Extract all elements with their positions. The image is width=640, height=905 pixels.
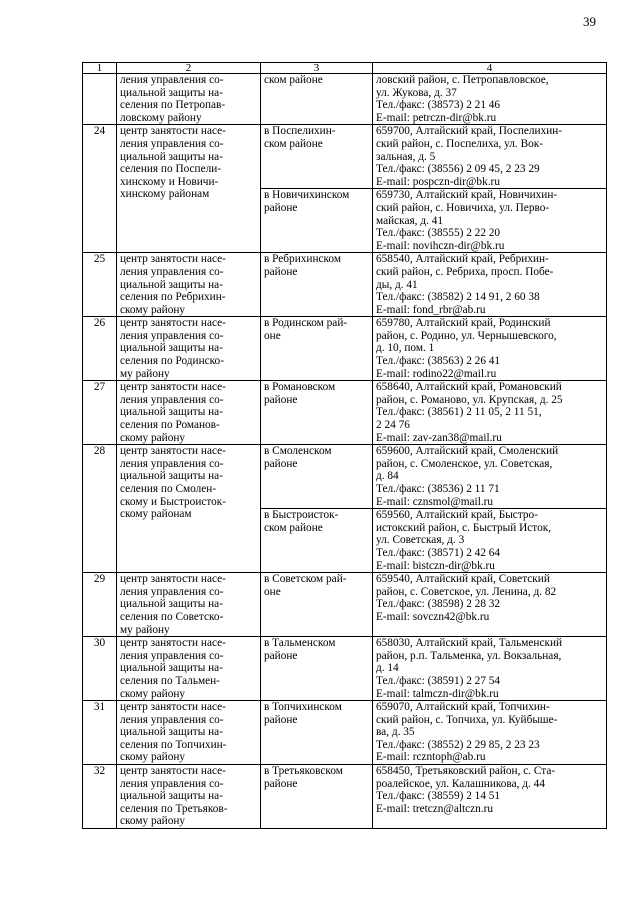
table-row (83, 701, 607, 765)
contact-address: 659560, Алтайский край, Быстро- истокский район, с. Быстрый Исток, ул. Советская, д. 3 Тел./факс: (38571) 2 42 64 E-mail: bistczn-dir@bk.ru (373, 509, 607, 573)
column-header: 3 (261, 63, 373, 74)
table-row (83, 381, 607, 445)
contact-address: ловский район, с. Петропавловское, ул. Жукова, д. 37 Тел./факс: (38573) 2 21 46 E-mail: petrczn-dir@bk.ru (373, 74, 607, 125)
organization-name: центр занятости насе- ления управления со- циальной защиты на- селения по Советско- му району (117, 573, 261, 637)
contact-address: 659700, Алтайский край, Поспелихин- ский район, с. Поспелиха, ул. Вок- зальная, д. 5 Тел./факс: (38556) 2 09 45, 2 23 29 E-mail: pospczn-dir@bk.ru (373, 125, 607, 189)
row-number: 25 (83, 253, 117, 317)
district-name: ском районе (261, 74, 373, 125)
row-number: 31 (83, 701, 117, 765)
organization-name: центр занятости насе- ления управления со- циальной защиты на- селения по Поспели- хинскому и Новичи- хинскому районам (117, 125, 261, 253)
table-row (83, 317, 607, 381)
page-number: 39 (583, 14, 596, 29)
contact-address: 659540, Алтайский край, Советский район, с. Советское, ул. Ленина, д. 82 Тел./факс: (38598) 2 28 32 E-mail: sovczn42@bk.ru (373, 573, 607, 637)
table-row (83, 765, 607, 829)
contact-address: 658540, Алтайский край, Ребрихин- ский район, с. Ребриха, просп. Побе- ды, д. 41 Тел./факс: (38582) 2 14 91, 2 60 38 E-mail: fond_rbr@ab.ru (373, 253, 607, 317)
organization-name: ления управления со- циальной защиты на- селения по Петропав- ловскому району (117, 74, 261, 125)
contact-address: 658030, Алтайский край, Тальменский район, р.п. Тальменка, ул. Вокзальная, д. 14 Тел./факс: (38591) 2 27 54 E-mail: talmczn-dir@bk.ru (373, 637, 607, 701)
row-number: 29 (83, 573, 117, 637)
district-name: в Смоленском районе (261, 445, 373, 509)
column-header: 1 (83, 63, 117, 74)
district-name: в Третьяковском районе (261, 765, 373, 829)
row-number (83, 74, 117, 125)
district-name: в Поспелихин- ском районе (261, 125, 373, 189)
table-row (83, 74, 607, 125)
district-name: в Топчихинском районе (261, 701, 373, 765)
contact-address: 659070, Алтайский край, Топчихин- ский район, с. Топчиха, ул. Куйбыше- ва, д. 35 Тел./факс: (38552) 2 29 85, 2 23 23 E-mail: rczntoph@ab.ru (373, 701, 607, 765)
row-number: 30 (83, 637, 117, 701)
table-row (83, 125, 607, 189)
organization-name: центр занятости насе- ления управления со- циальной защиты на- селения по Ребрихин- скому району (117, 253, 261, 317)
table-row (83, 445, 607, 509)
district-name: в Быстроисток- ском районе (261, 509, 373, 573)
organization-name: центр занятости насе- ления управления со- циальной защиты на- селения по Топчихин- скому району (117, 701, 261, 765)
contact-address: 659600, Алтайский край, Смоленский район, с. Смоленское, ул. Советская, д. 84 Тел./факс: (38536) 2 11 71 E-mail: cznsmol@mail.ru (373, 445, 607, 509)
row-number: 26 (83, 317, 117, 381)
organization-name: центр занятости насе- ления управления со- циальной защиты на- селения по Тальмен- скому району (117, 637, 261, 701)
district-name: в Советском рай- оне (261, 573, 373, 637)
district-name: в Романовском районе (261, 381, 373, 445)
organization-name: центр занятости насе- ления управления со- циальной защиты на- селения по Родинско- му району (117, 317, 261, 381)
row-number: 27 (83, 381, 117, 445)
table-row (83, 637, 607, 701)
organization-name: центр занятости насе- ления управления со- циальной защиты на- селения по Романов- скому району (117, 381, 261, 445)
district-name: в Новичихинском районе (261, 189, 373, 253)
contact-address: 659730, Алтайский край, Новичихин- ский район, с. Новичиха, ул. Перво- майская, д. 41 Тел./факс: (38555) 2 22 20 E-mail: novihczn-dir@bk.ru (373, 189, 607, 253)
organization-name: центр занятости насе- ления управления со- циальной защиты на- селения по Третьяков- скому району (117, 765, 261, 829)
table-row (83, 253, 607, 317)
table-row (83, 573, 607, 637)
column-header: 4 (373, 63, 607, 74)
column-header: 2 (117, 63, 261, 74)
employment-centers-table (82, 62, 607, 829)
row-number: 28 (83, 445, 117, 573)
district-name: в Тальменском районе (261, 637, 373, 701)
district-name: в Ребрихинском районе (261, 253, 373, 317)
district-name: в Родинском рай- оне (261, 317, 373, 381)
organization-name: центр занятости насе- ления управления со- циальной защиты на- селения по Смолен- скому и Быстроисток- скому районам (117, 445, 261, 573)
contact-address: 659780, Алтайский край, Родинский район, с. Родино, ул. Чернышевского, д. 10, пом. 1 Тел./факс: (38563) 2 26 41 E-mail: rodino22@mail.ru (373, 317, 607, 381)
column-header-row (83, 63, 607, 74)
row-number: 24 (83, 125, 117, 253)
row-number: 32 (83, 765, 117, 829)
contact-address: 658450, Третьяковский район, с. Ста- роалейское, ул. Калашникова, д. 44 Тел./факс: (38559) 2 14 51 E-mail: tretczn@altczn.ru (373, 765, 607, 829)
contact-address: 658640, Алтайский край, Романовский район, с. Романово, ул. Крупская, д. 25 Тел./факс: (38561) 2 11 05, 2 11 51, 2 24 76 E-mail: zav-zan38@mail.ru (373, 381, 607, 445)
